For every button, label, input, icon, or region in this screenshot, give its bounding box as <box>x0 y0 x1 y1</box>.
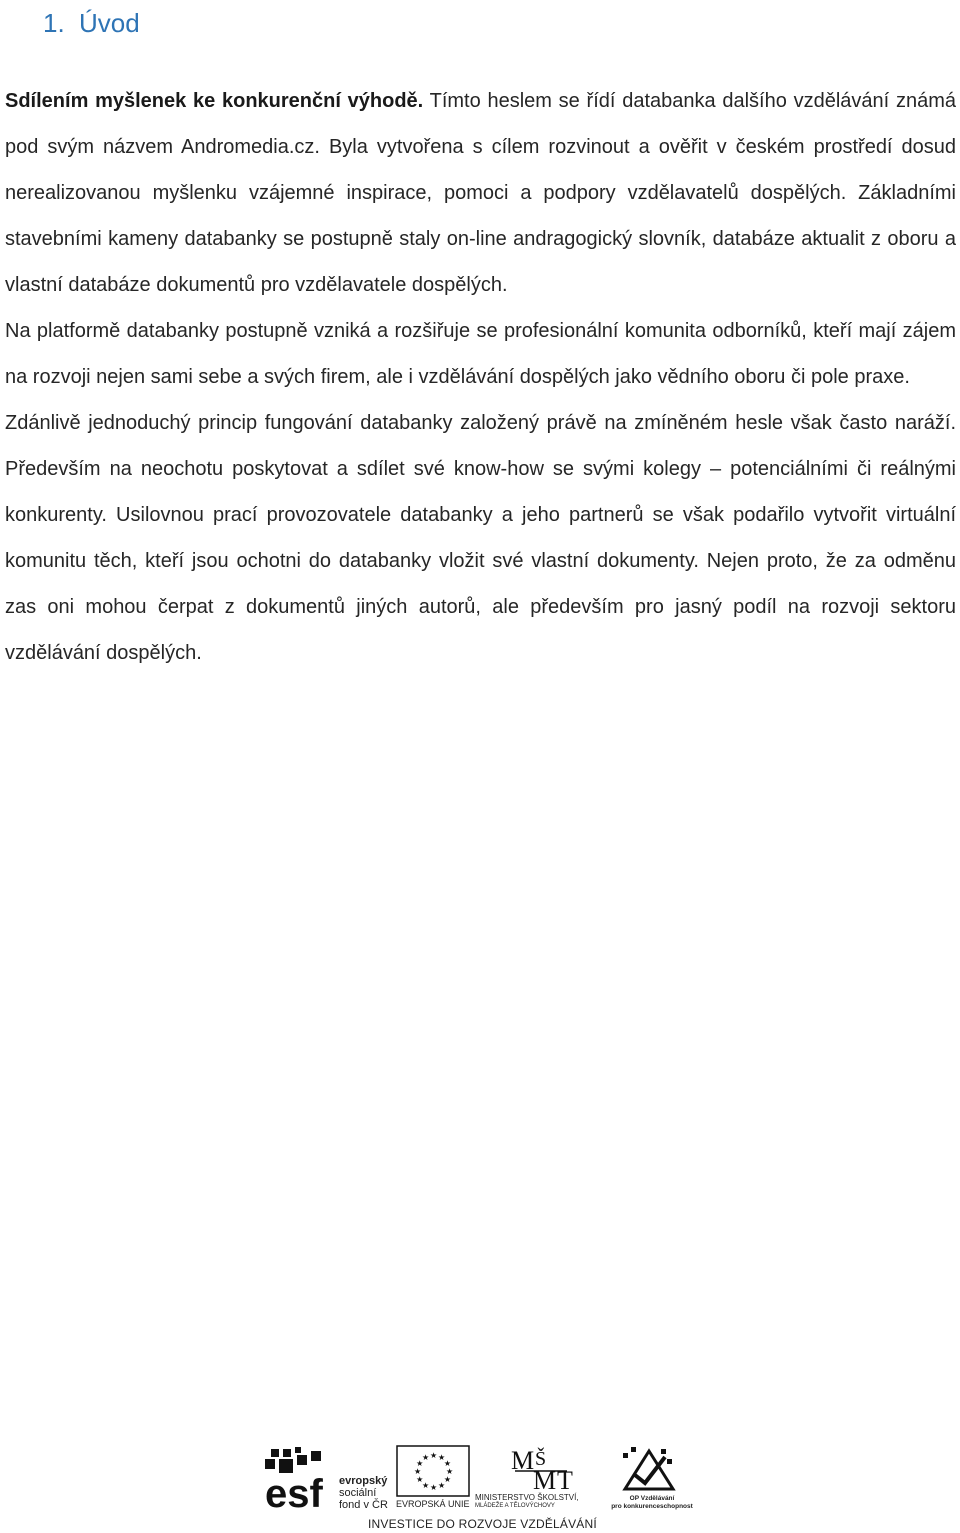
op-text-1: OP Vzdělávání <box>629 1495 675 1502</box>
eu-logo <box>396 1445 472 1515</box>
msmt-text-2: MLÁDEŽE A TĚLOVÝCHOVY <box>475 1503 555 1509</box>
paragraph-3: Zdánlivě jednoduchý princip fungování databanky založený právě na zmíněném hesle však často naráží. Především na neochotu poskytovat a sdílet své know-how se svými kolegy – potenciálními či reálnými konkurenty. Usilovnou prací provozovatele databanky a jeho partnerů se však podařilo vytvořit virtuální komunitu těch, kteří jsou ochotni do databanky vložit své vlastní dokumenty. Nejen proto, že za odměnu zas oni mohou čerpat z dokumentů jiných autorů, ale především pro jasný podíl na rozvoji sektoru vzdělávání dospělých. <box>5 412 956 664</box>
op-vk-mark-icon <box>621 1445 677 1493</box>
eu-star-icon: ★ <box>443 1475 452 1484</box>
svg-text:Š: Š <box>535 1448 547 1470</box>
section-number: 1. <box>43 8 65 38</box>
eu-star-icon: ★ <box>416 1459 424 1468</box>
svg-text:T: T <box>557 1466 573 1491</box>
svg-text:M: M <box>511 1446 535 1475</box>
esf-logo <box>265 1445 393 1515</box>
svg-text:M: M <box>533 1466 557 1491</box>
esf-text-2: sociální <box>339 1487 377 1499</box>
eu-star-icon: ★ <box>422 1480 430 1490</box>
esf-mark-icon <box>265 1445 337 1511</box>
footer-caption: INVESTICE DO ROZVOJE VZDĚLÁVÁNÍ <box>368 1517 597 1531</box>
paragraph-2: Na platformě databanky postupně vzniká a rozšiřuje se profesionální komunita odborníků, kteří mají zájem na rozvoji nejen sami sebe a svých firem, ale i vzdělávání dospělých jako vědního oboru či pole praxe. <box>5 320 956 388</box>
eu-star-icon: ★ <box>414 1467 422 1476</box>
esf-text-1: evropský <box>339 1475 388 1487</box>
eu-star-icon: ★ <box>430 1483 438 1492</box>
paragraph-1 <box>5 78 956 308</box>
eu-flag-icon <box>396 1445 470 1497</box>
msmt-mark-icon <box>505 1445 585 1491</box>
document-body <box>5 78 956 676</box>
eu-star-icon: ★ <box>422 1453 430 1463</box>
op-text-2: pro konkurenceschopnost <box>611 1503 693 1510</box>
section-heading <box>43 6 140 40</box>
msmt-logo <box>475 1445 603 1515</box>
eu-star-icon: ★ <box>438 1453 446 1463</box>
op-vk-logo <box>607 1445 697 1515</box>
eu-star-icon: ★ <box>438 1480 446 1490</box>
paragraph-1-text: Tímto heslem se řídí databanka dalšího vzdělávání známá pod svým názvem Andromedia.cz. Byla vytvořena s cílem rozvinout a ověřit v českém prostředí dosud nerealizovanou myšlenku vzájemné inspirace, pomoci a podpory vzdělavatelů dospělých. Základními stavebními kameny databanky se postupně staly on-line andragogický slovník, databáze aktualit z oboru a vlastní databáze dokumentů pro vzdělavatele dospělých. <box>5 90 956 296</box>
paragraph-1-lead: Sdílením myšlenek ke konkurenční výhodě. <box>5 90 424 112</box>
svg-text:esf: esf <box>265 1472 323 1511</box>
funding-logos-footer <box>265 1445 695 1533</box>
eu-star-icon: ★ <box>443 1459 452 1468</box>
msmt-text-1: MINISTERSTVO ŠKOLSTVÍ, <box>475 1493 579 1502</box>
eu-star-icon: ★ <box>446 1467 454 1476</box>
eu-star-icon: ★ <box>430 1451 438 1460</box>
eu-star-icon: ★ <box>416 1475 424 1484</box>
eu-label: EVROPSKÁ UNIE <box>396 1499 470 1509</box>
esf-text-3: fond v ČR <box>339 1499 388 1511</box>
section-title: Úvod <box>79 8 140 38</box>
